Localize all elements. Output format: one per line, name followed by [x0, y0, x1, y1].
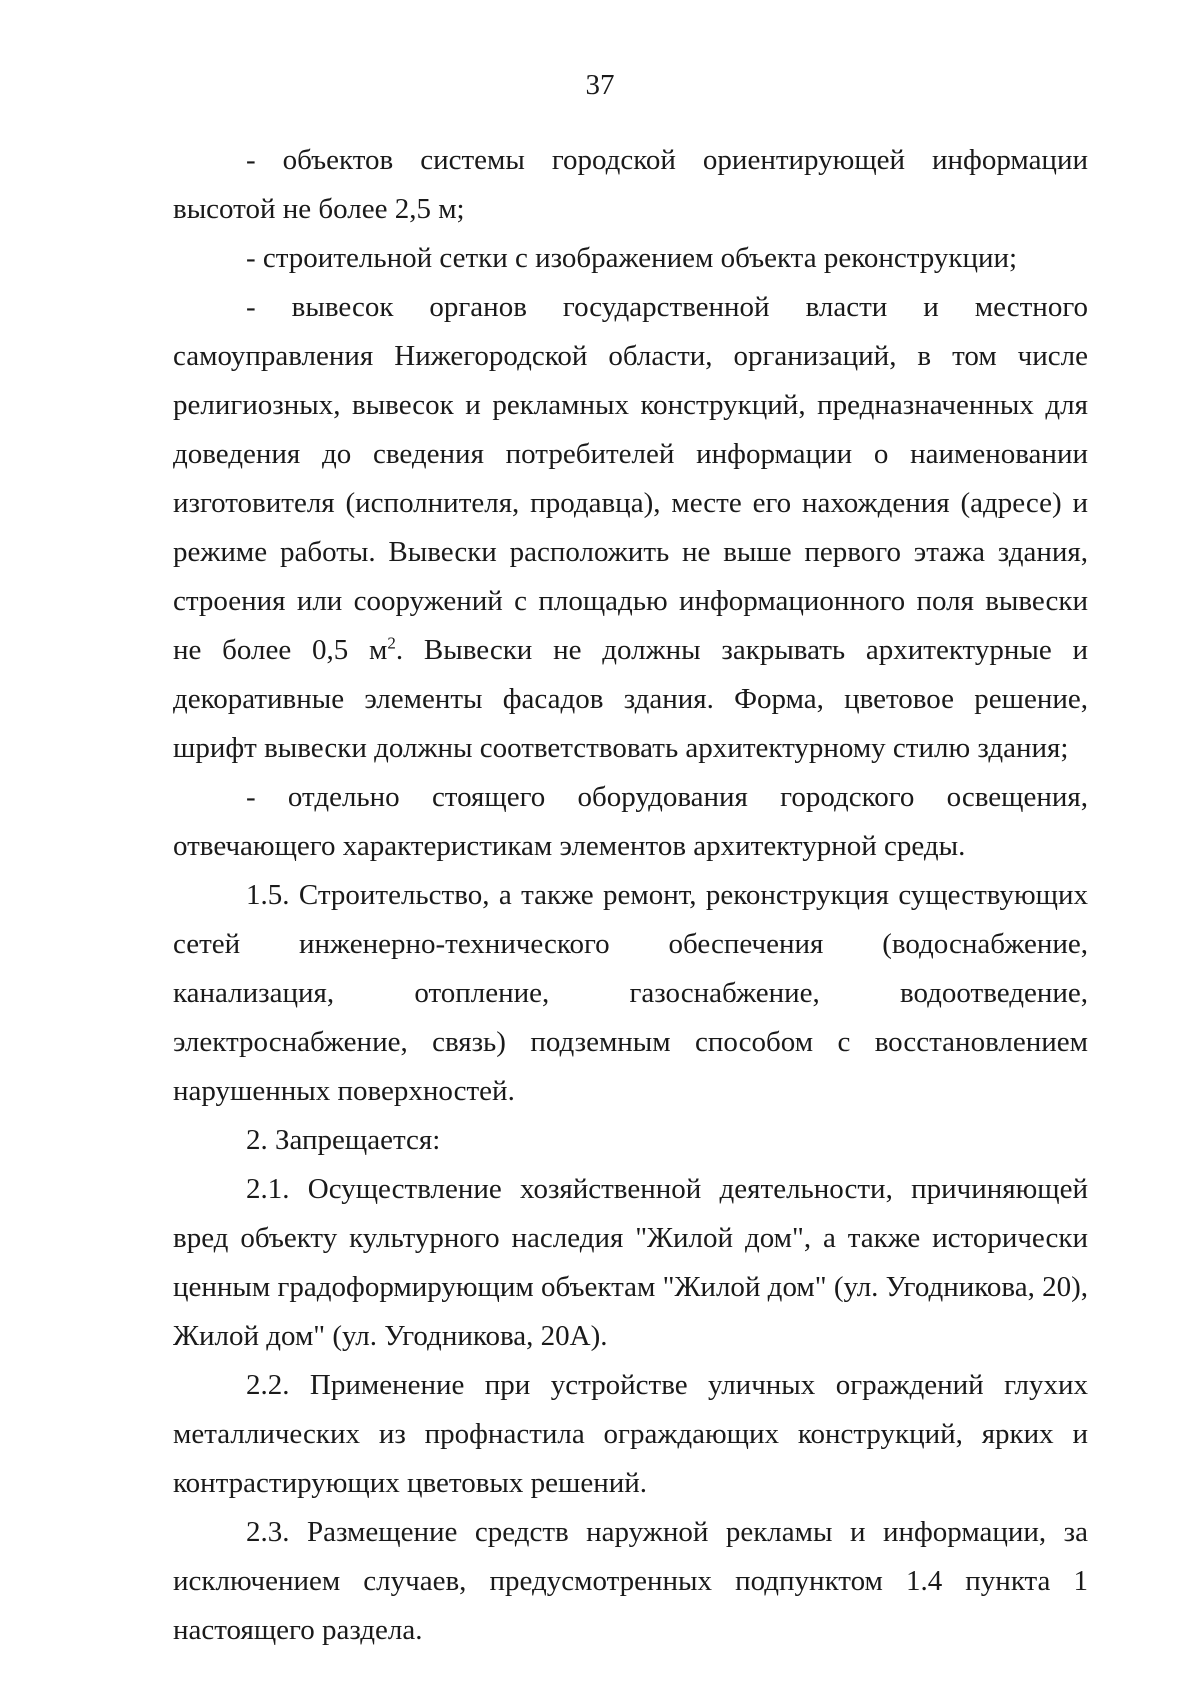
document-body [173, 136, 1088, 1655]
paragraph-orientation-objects: - объектов системы городской ориентирующей информации высотой не более 2,5 м; [173, 144, 1088, 225]
paragraph-construction-grid: - строительной сетки с изображением объекта реконструкции; [246, 242, 1018, 274]
paragraph-2-2: 2.2. Применение при устройстве уличных ограждений глухих металлических из профнастила ограждающих конструкций, ярких и контрастирующих цветовых решений. [173, 1369, 1088, 1499]
paragraph-1-5: 1.5. Строительство, а также ремонт, реконструкция существующих сетей инженерно-технического обеспечения (водоснабжение, канализация, отопление, газоснабжение, водоотведение, электроснабжение, связь) подземным способом с восстановлением нарушенных поверхностей. [173, 879, 1088, 1107]
paragraph-lighting: - отдельно стоящего оборудования городского освещения, отвечающего характеристикам элементов архитектурной среды. [173, 781, 1088, 862]
page-number: 37 [585, 69, 615, 101]
paragraph-2-3: 2.3. Размещение средств наружной рекламы и информации, за исключением случаев, предусмотренных подпунктом 1.4 пункта 1 настоящего раздела. [173, 1516, 1088, 1646]
paragraph-2: 2. Запрещается: [246, 1124, 441, 1156]
superscript-square: 2 [387, 633, 396, 653]
paragraph-signs-tail: . Вывески не должны закрывать архитектурные и декоративные элементы фасадов здания. Форма, цветовое решение, шрифт вывески должны соответствовать архитектурному стилю здания; [173, 634, 1088, 764]
paragraph-signs-text: - вывесок органов государственной власти и местного самоуправления Нижегородской области, организаций, в том числе религиозных, вывесок и рекламных конструкций, предназначенных для доведения до сведения потребителей информации о наименовании изготовителя (исполнителя, продавца), месте его нахождения (адресе) и режиме работы. Вывески расположить не выше первого этажа здания, строения или сооружений с площадью информационного поля вывески не более 0,5 м [173, 291, 1088, 666]
paragraph-signs [173, 283, 1088, 773]
paragraph-2-1: 2.1. Осуществление хозяйственной деятельности, причиняющей вред объекту культурного наследия "Жилой дом", а также исторически ценным градоформирующим объектам "Жилой дом" (ул. Угодникова, 20), Жилой дом" (ул. Угодникова, 20А). [173, 1173, 1089, 1352]
